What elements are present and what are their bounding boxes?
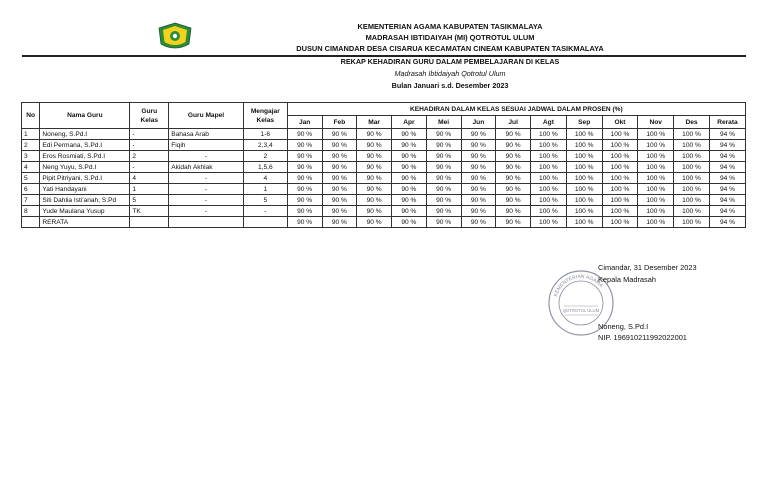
cell-attendance: 94 %	[709, 184, 745, 195]
cell-attendance: 90 %	[357, 151, 392, 162]
cell-attendance: 100 %	[602, 151, 638, 162]
cell-attendance: 90 %	[461, 184, 496, 195]
cell-rerata: 90 %	[357, 217, 392, 228]
signature-place-date: Cimandar, 31 Desember 2023	[598, 263, 697, 272]
cell-attendance: 90 %	[287, 206, 322, 217]
signature-name: Noneng, S.Pd.I	[598, 322, 649, 331]
cell-mengajar-kelas: 1-6	[243, 129, 287, 140]
cell-attendance: 90 %	[357, 184, 392, 195]
signature-role: Kepala Madrasah	[598, 275, 656, 284]
cell-attendance: 90 %	[496, 184, 531, 195]
cell-attendance: 100 %	[566, 173, 602, 184]
cell-guru-kelas: -	[130, 162, 169, 173]
cell-attendance: 90 %	[322, 151, 357, 162]
cell-attendance: 90 %	[392, 184, 427, 195]
cell-nama-guru: Yati Handayani	[40, 184, 130, 195]
header-nama-guru: Nama Guru	[40, 103, 130, 129]
cell-attendance: 90 %	[322, 129, 357, 140]
table-row	[22, 206, 746, 217]
cell-mengajar-kelas: 1,5,6	[243, 162, 287, 173]
cell-rerata: 90 %	[461, 217, 496, 228]
cell-attendance: 94 %	[709, 129, 745, 140]
header-month: Rerata	[709, 116, 745, 129]
cell-rerata: 100 %	[566, 217, 602, 228]
cell-attendance: 100 %	[602, 195, 638, 206]
table-row	[22, 173, 746, 184]
cell-guru-mapel: -	[169, 151, 244, 162]
empty-cell	[22, 217, 40, 228]
cell-attendance: 100 %	[531, 173, 567, 184]
cell-attendance: 90 %	[287, 184, 322, 195]
cell-attendance: 90 %	[287, 173, 322, 184]
cell-attendance: 100 %	[674, 162, 710, 173]
cell-attendance: 100 %	[566, 184, 602, 195]
cell-attendance: 90 %	[392, 129, 427, 140]
header-month: Mar	[357, 116, 392, 129]
cell-attendance: 90 %	[496, 173, 531, 184]
table-body	[22, 129, 746, 228]
cell-rerata: 100 %	[638, 217, 674, 228]
cell-attendance: 100 %	[531, 129, 567, 140]
cell-attendance: 90 %	[461, 162, 496, 173]
report-period: Bulan Januari s.d. Desember 2023	[391, 81, 509, 90]
cell-attendance: 94 %	[709, 206, 745, 217]
report-title: REKAP KEHADIRAN GURU DALAM PEMBELAJARAN DI KELAS	[340, 57, 560, 66]
header-month: Mei	[426, 116, 461, 129]
cell-attendance: 94 %	[709, 162, 745, 173]
cell-attendance: 100 %	[638, 151, 674, 162]
signature-nip: NIP. 196910211992022001	[598, 333, 687, 342]
cell-guru-mapel: -	[169, 195, 244, 206]
cell-attendance: 90 %	[322, 162, 357, 173]
header-guru-kelas: Guru Kelas	[130, 103, 169, 129]
cell-rerata: 100 %	[602, 217, 638, 228]
cell-attendance: 90 %	[392, 173, 427, 184]
cell-no: 6	[22, 184, 40, 195]
rerata-label: RERATA	[40, 217, 130, 228]
cell-attendance: 100 %	[566, 140, 602, 151]
table-row	[22, 151, 746, 162]
cell-attendance: 100 %	[674, 129, 710, 140]
cell-guru-kelas: 1	[130, 184, 169, 195]
rerata-row	[22, 217, 746, 228]
header-month: Okt	[602, 116, 638, 129]
table-row	[22, 195, 746, 206]
kop-address: DUSUN CIMANDAR DESA CISARUA KECAMATAN CINEAM KABUPATEN TASIKMALAYA	[296, 44, 604, 53]
cell-attendance: 90 %	[496, 206, 531, 217]
cell-nama-guru: Pipit Pitriyani, S.Pd.I	[40, 173, 130, 184]
cell-attendance: 90 %	[461, 173, 496, 184]
cell-rerata: 94 %	[709, 217, 745, 228]
header-month: Jul	[496, 116, 531, 129]
header-month: Sep	[566, 116, 602, 129]
cell-attendance: 90 %	[322, 184, 357, 195]
cell-attendance: 100 %	[674, 151, 710, 162]
cell-attendance: 100 %	[674, 206, 710, 217]
cell-attendance: 90 %	[357, 173, 392, 184]
cell-guru-kelas: -	[130, 129, 169, 140]
cell-attendance: 90 %	[287, 140, 322, 151]
cell-attendance: 90 %	[322, 173, 357, 184]
cell-attendance: 100 %	[566, 195, 602, 206]
cell-guru-mapel: -	[169, 173, 244, 184]
cell-attendance: 90 %	[461, 206, 496, 217]
cell-no: 1	[22, 129, 40, 140]
kop-school-name: MADRASAH IBTIDAIYAH (MI) QOTROTUL ULUM	[365, 33, 535, 42]
cell-attendance: 90 %	[357, 195, 392, 206]
cell-mengajar-kelas: 2	[243, 151, 287, 162]
cell-attendance: 90 %	[426, 173, 461, 184]
cell-attendance: 90 %	[322, 195, 357, 206]
cell-no: 8	[22, 206, 40, 217]
cell-attendance: 100 %	[602, 184, 638, 195]
cell-attendance: 100 %	[638, 173, 674, 184]
cell-nama-guru: Siti Dahlia Isti'anah, S.Pd	[40, 195, 130, 206]
cell-mengajar-kelas: 2,3,4	[243, 140, 287, 151]
cell-attendance: 90 %	[287, 162, 322, 173]
cell-attendance: 100 %	[638, 140, 674, 151]
cell-no: 2	[22, 140, 40, 151]
cell-attendance: 100 %	[531, 151, 567, 162]
cell-attendance: 100 %	[602, 173, 638, 184]
cell-attendance: 90 %	[392, 162, 427, 173]
cell-attendance: 100 %	[531, 206, 567, 217]
cell-attendance: 100 %	[602, 140, 638, 151]
cell-attendance: 90 %	[357, 129, 392, 140]
header-month: Jun	[461, 116, 496, 129]
cell-guru-kelas: 4	[130, 173, 169, 184]
cell-rerata: 90 %	[426, 217, 461, 228]
cell-attendance: 90 %	[392, 206, 427, 217]
cell-attendance: 90 %	[496, 195, 531, 206]
cell-attendance: 94 %	[709, 140, 745, 151]
header-guru-mapel: Guru Mapel	[169, 103, 244, 129]
header-month: Apr	[392, 116, 427, 129]
cell-attendance: 90 %	[496, 140, 531, 151]
cell-no: 3	[22, 151, 40, 162]
cell-attendance: 90 %	[357, 162, 392, 173]
cell-attendance: 94 %	[709, 173, 745, 184]
cell-guru-mapel: -	[169, 206, 244, 217]
table-row	[22, 140, 746, 151]
cell-attendance: 94 %	[709, 151, 745, 162]
cell-attendance: 90 %	[287, 151, 322, 162]
table-row	[22, 184, 746, 195]
cell-nama-guru: Eros Rosmiati, S.Pd.I	[40, 151, 130, 162]
cell-attendance: 94 %	[709, 195, 745, 206]
cell-guru-mapel: -	[169, 184, 244, 195]
cell-attendance: 90 %	[426, 195, 461, 206]
cell-mengajar-kelas: 5	[243, 195, 287, 206]
cell-nama-guru: Noneng, S.Pd.I	[40, 129, 130, 140]
header-month: Feb	[322, 116, 357, 129]
cell-attendance: 90 %	[287, 129, 322, 140]
cell-guru-kelas: -	[130, 140, 169, 151]
empty-cell	[130, 217, 169, 228]
cell-attendance: 90 %	[322, 140, 357, 151]
cell-attendance: 90 %	[287, 195, 322, 206]
cell-guru-mapel: Bahasa Arab	[169, 129, 244, 140]
cell-mengajar-kelas: 4	[243, 173, 287, 184]
header-month: Jan	[287, 116, 322, 129]
cell-attendance: 90 %	[357, 206, 392, 217]
empty-cell	[169, 217, 244, 228]
header-kehadiran: KEHADIRAN DALAM KELAS SESUAI JADWAL DALAM PROSEN (%)	[287, 103, 745, 116]
cell-attendance: 100 %	[638, 184, 674, 195]
cell-rerata: 100 %	[674, 217, 710, 228]
header-month: Nov	[638, 116, 674, 129]
cell-no: 4	[22, 162, 40, 173]
cell-attendance: 90 %	[426, 151, 461, 162]
cell-rerata: 90 %	[322, 217, 357, 228]
cell-attendance: 90 %	[461, 129, 496, 140]
cell-attendance: 100 %	[602, 206, 638, 217]
cell-guru-mapel: Akidah Akhlak	[169, 162, 244, 173]
cell-attendance: 90 %	[461, 140, 496, 151]
header-no: No	[22, 103, 40, 129]
table-row	[22, 162, 746, 173]
cell-rerata: 90 %	[392, 217, 427, 228]
header-mengajar-kelas: Mengajar Kelas	[243, 103, 287, 129]
cell-nama-guru: Edi Permana, S.Pd.I	[40, 140, 130, 151]
cell-mengajar-kelas: 1	[243, 184, 287, 195]
cell-attendance: 90 %	[426, 162, 461, 173]
cell-no: 7	[22, 195, 40, 206]
cell-guru-mapel: Fiqih	[169, 140, 244, 151]
cell-attendance: 90 %	[426, 206, 461, 217]
cell-attendance: 100 %	[674, 173, 710, 184]
header-month: Des	[674, 116, 710, 129]
cell-attendance: 100 %	[638, 195, 674, 206]
cell-nama-guru: Neng Yuyu, S.Pd.I	[40, 162, 130, 173]
cell-attendance: 90 %	[496, 162, 531, 173]
cell-attendance: 90 %	[496, 129, 531, 140]
table-row	[22, 129, 746, 140]
svg-text:KEMENTERIAN AGAMA: KEMENTERIAN AGAMA	[552, 273, 604, 298]
cell-no: 5	[22, 173, 40, 184]
cell-attendance: 100 %	[531, 184, 567, 195]
cell-attendance: 100 %	[566, 129, 602, 140]
cell-attendance: 90 %	[426, 140, 461, 151]
cell-attendance: 100 %	[638, 129, 674, 140]
cell-nama-guru: Yude Maulana Yusup	[40, 206, 130, 217]
kop-ministry: KEMENTERIAN AGAMA KABUPATEN TASIKMALAYA	[357, 22, 543, 31]
cell-attendance: 90 %	[392, 140, 427, 151]
cell-attendance: 100 %	[674, 195, 710, 206]
cell-guru-kelas: TK	[130, 206, 169, 217]
cell-attendance: 100 %	[566, 151, 602, 162]
cell-attendance: 90 %	[322, 206, 357, 217]
cell-attendance: 90 %	[426, 184, 461, 195]
cell-attendance: 90 %	[357, 140, 392, 151]
cell-attendance: 90 %	[426, 129, 461, 140]
empty-cell	[243, 217, 287, 228]
cell-guru-kelas: 5	[130, 195, 169, 206]
cell-attendance: 90 %	[461, 195, 496, 206]
cell-attendance: 100 %	[638, 206, 674, 217]
cell-attendance: 90 %	[392, 195, 427, 206]
cell-attendance: 100 %	[674, 140, 710, 151]
cell-attendance: 100 %	[602, 162, 638, 173]
cell-rerata: 100 %	[531, 217, 567, 228]
cell-attendance: 100 %	[602, 129, 638, 140]
cell-attendance: 100 %	[674, 184, 710, 195]
cell-attendance: 100 %	[638, 162, 674, 173]
cell-attendance: 90 %	[461, 151, 496, 162]
cell-attendance: 100 %	[566, 162, 602, 173]
report-school: Madrasah Ibtidaiyah Qotrotul Ulum	[394, 69, 506, 78]
cell-attendance: 90 %	[392, 151, 427, 162]
cell-attendance: 100 %	[531, 162, 567, 173]
cell-rerata: 90 %	[287, 217, 322, 228]
cell-mengajar-kelas: -	[243, 206, 287, 217]
attendance-table	[21, 102, 746, 228]
cell-attendance: 100 %	[566, 206, 602, 217]
cell-attendance: 100 %	[531, 195, 567, 206]
cell-rerata: 90 %	[496, 217, 531, 228]
svg-text:QOTROTUL ULUM: QOTROTUL ULUM	[562, 308, 600, 313]
cell-attendance: 90 %	[496, 151, 531, 162]
cell-guru-kelas: 2	[130, 151, 169, 162]
cell-attendance: 100 %	[531, 140, 567, 151]
header-month: Agt	[531, 116, 567, 129]
